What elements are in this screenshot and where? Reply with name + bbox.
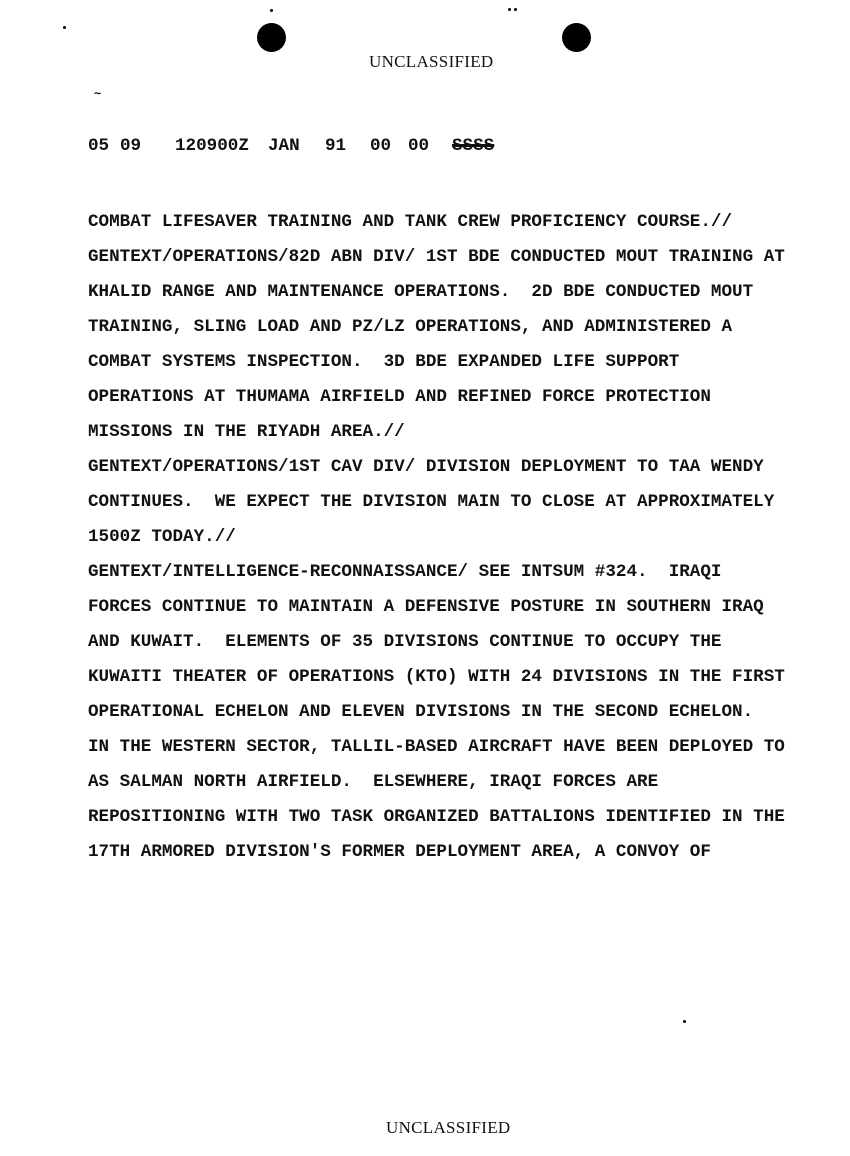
body-line: FORCES CONTINUE TO MAINTAIN A DEFENSIVE POSTURE IN SOUTHERN IRAQ [88, 597, 764, 617]
classification-top: UNCLASSIFIED [369, 52, 494, 71]
scan-speck [514, 8, 517, 11]
body-line: AND KUWAIT. ELEMENTS OF 35 DIVISIONS CONTINUE TO OCCUPY THE [88, 632, 722, 652]
header-struck-classification: SSSS [452, 136, 495, 156]
body-line: COMBAT LIFESAVER TRAINING AND TANK CREW PROFICIENCY COURSE.// [88, 212, 733, 232]
handwritten-mark: ∼ [94, 87, 102, 101]
body-line: GENTEXT/OPERATIONS/82D ABN DIV/ 1ST BDE CONDUCTED MOUT TRAINING AT [88, 247, 785, 267]
body-line: GENTEXT/OPERATIONS/1ST CAV DIV/ DIVISION DEPLOYMENT TO TAA WENDY [88, 457, 764, 477]
header-field: JAN [268, 136, 300, 156]
body-line: MISSIONS IN THE RIYADH AREA.// [88, 422, 405, 442]
header-field: 09 [120, 136, 142, 156]
body-line: OPERATIONAL ECHELON AND ELEVEN DIVISIONS IN THE SECOND ECHELON. [88, 702, 754, 722]
header-field: 00 [370, 136, 392, 156]
header-field: 05 [88, 136, 110, 156]
body-line: KHALID RANGE AND MAINTENANCE OPERATIONS. 2D BDE CONDUCTED MOUT [88, 282, 754, 302]
scan-speck [270, 9, 273, 12]
body-line: KUWAITI THEATER OF OPERATIONS (KTO) WITH 24 DIVISIONS IN THE FIRST [88, 667, 785, 687]
body-line: GENTEXT/INTELLIGENCE-RECONNAISSANCE/ SEE INTSUM #324. IRAQI [88, 562, 722, 582]
body-line: REPOSITIONING WITH TWO TASK ORGANIZED BATTALIONS IDENTIFIED IN THE [88, 807, 785, 827]
message-body [88, 205, 785, 870]
body-line: TRAINING, SLING LOAD AND PZ/LZ OPERATIONS, AND ADMINISTERED A [88, 317, 733, 337]
header-field: 120900Z [175, 136, 249, 156]
header-field: 91 [325, 136, 347, 156]
classification-bottom: UNCLASSIFIED [386, 1118, 511, 1137]
body-line: IN THE WESTERN SECTOR, TALLIL-BASED AIRCRAFT HAVE BEEN DEPLOYED TO [88, 737, 785, 757]
body-line: CONTINUES. WE EXPECT THE DIVISION MAIN TO CLOSE AT APPROXIMATELY [88, 492, 775, 512]
punch-hole-right [562, 23, 591, 52]
punch-hole-left [257, 23, 286, 52]
body-line: AS SALMAN NORTH AIRFIELD. ELSEWHERE, IRAQI FORCES ARE [88, 772, 659, 792]
body-line: 17TH ARMORED DIVISION'S FORMER DEPLOYMENT AREA, A CONVOY OF [88, 842, 711, 862]
scan-speck [508, 8, 511, 11]
header-field: 00 [408, 136, 430, 156]
scan-speck [63, 26, 66, 29]
scan-speck [683, 1020, 686, 1023]
body-line: 1500Z TODAY.// [88, 527, 236, 547]
body-line: COMBAT SYSTEMS INSPECTION. 3D BDE EXPANDED LIFE SUPPORT [88, 352, 680, 372]
body-line: OPERATIONS AT THUMAMA AIRFIELD AND REFINED FORCE PROTECTION [88, 387, 711, 407]
